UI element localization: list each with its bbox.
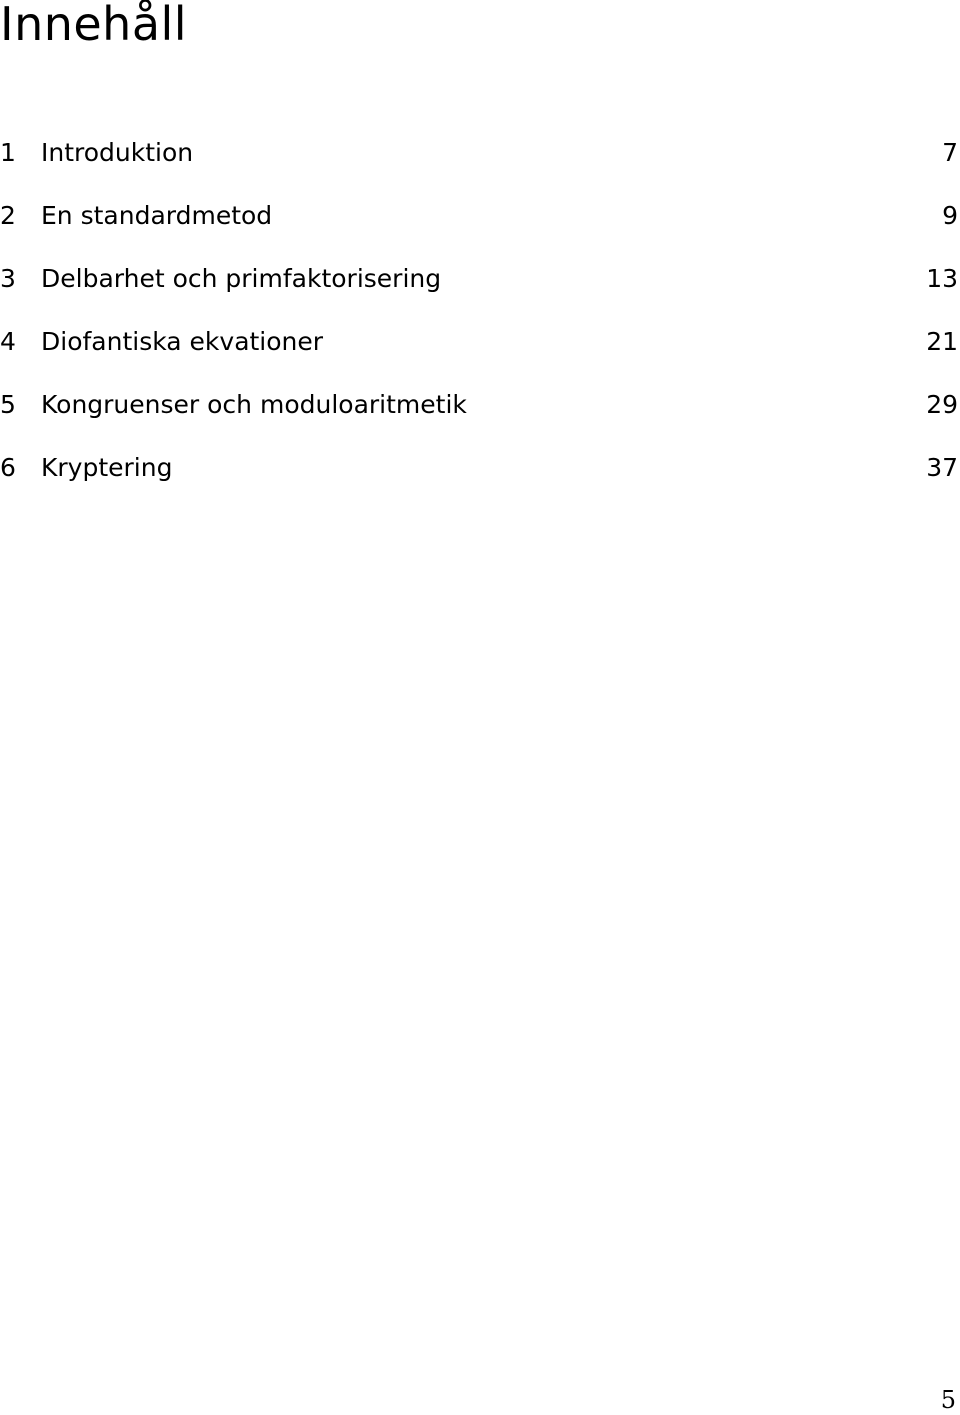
toc-chapter-number: 5 [0,390,16,419]
toc-chapter-number: 2 [0,201,16,230]
toc-chapter-title: En standardmetod [41,201,273,230]
toc-entry-3[interactable] [0,257,958,320]
toc-entry-2[interactable] [0,194,958,257]
toc-page-number: 13 [926,264,958,293]
toc-page-number: 9 [942,201,958,230]
table-of-contents [0,131,958,509]
toc-chapter-title: Kryptering [41,453,173,482]
toc-entry-5[interactable] [0,383,958,446]
toc-chapter-title: Diofantiska ekvationer [41,327,324,356]
toc-chapter-number: 6 [0,453,16,482]
page-footer-number: 5 [940,1386,956,1414]
toc-entry-4[interactable] [0,320,958,383]
toc-page-number: 7 [942,138,958,167]
toc-page-number: 29 [926,390,958,419]
toc-chapter-number: 4 [0,327,16,356]
toc-chapter-number: 3 [0,264,16,293]
toc-page-number: 21 [926,327,958,356]
toc-chapter-title: Introduktion [41,138,194,167]
toc-entry-1[interactable] [0,131,958,194]
toc-entry-6[interactable] [0,446,958,509]
toc-chapter-number: 1 [0,138,16,167]
page-title: Innehåll [0,0,188,51]
toc-page-number: 37 [926,453,958,482]
toc-chapter-title: Kongruenser och moduloaritmetik [41,390,467,419]
toc-chapter-title: Delbarhet och primfaktorisering [41,264,442,293]
